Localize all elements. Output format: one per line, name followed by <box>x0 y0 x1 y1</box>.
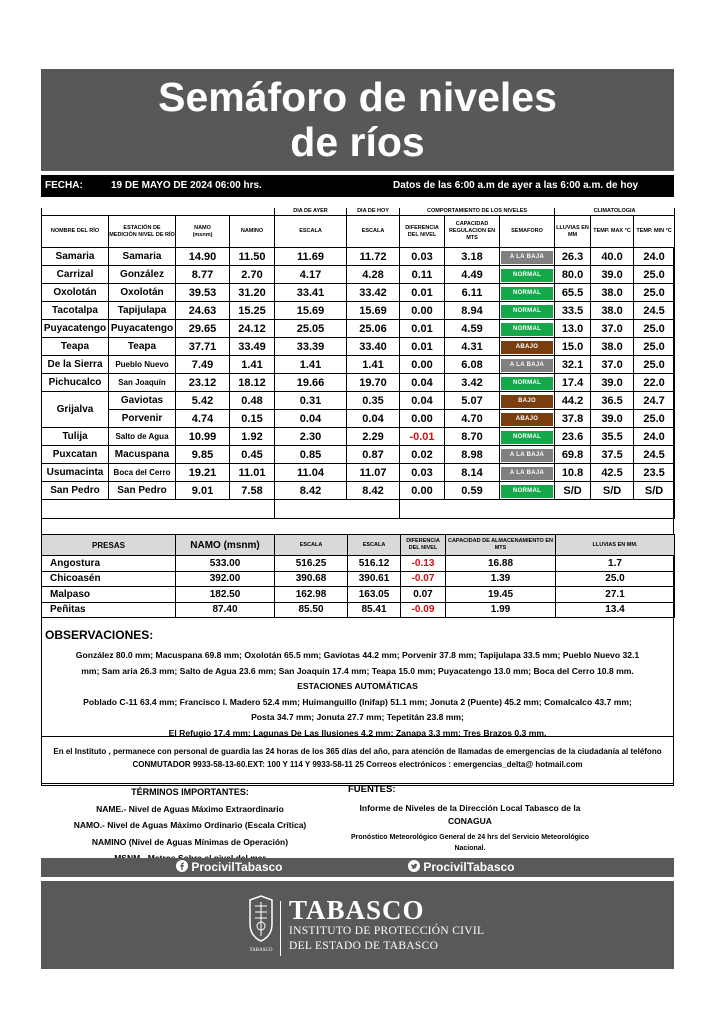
lluvia-value: 15.0 <box>555 338 591 356</box>
semaforo-cell <box>500 248 555 266</box>
status-badge: A LA BAJA <box>501 449 553 462</box>
header-capacidad: CAPACIDAD REGULACION EN MTS <box>445 216 500 248</box>
escala-hoy-value: 2.29 <box>347 428 400 446</box>
date-bar <box>41 175 674 197</box>
facebook-link[interactable] <box>176 860 283 874</box>
footer-institute: INSTITUTO DE PROTECCIÓN CIVIL <box>289 925 485 937</box>
title-banner <box>41 69 674 171</box>
escala-ayer-value: 0.31 <box>275 392 347 410</box>
escala-hoy-value: 33.40 <box>347 338 400 356</box>
temp-max-value: 40.0 <box>591 248 634 266</box>
presa-capacidad: 1.99 <box>446 602 556 618</box>
semaforo-cell <box>500 392 555 410</box>
capacidad-value: 4.70 <box>445 410 500 428</box>
semaforo-cell <box>500 464 555 482</box>
station-name: González <box>109 266 176 284</box>
escala-hoy-value: 0.87 <box>347 446 400 464</box>
temp-max-value: 37.0 <box>591 356 634 374</box>
presa-name: Angostura <box>42 556 176 572</box>
station-name: San Pedro <box>109 482 176 500</box>
twitter-handle: ProcivilTabasco <box>423 860 515 874</box>
capacidad-value: 5.07 <box>445 392 500 410</box>
river-name: Tulija <box>42 428 109 446</box>
table-row <box>42 374 675 392</box>
namo-value: 23.12 <box>176 374 230 392</box>
namino-value: 18.12 <box>230 374 275 392</box>
capacidad-value: 6.11 <box>445 284 500 302</box>
lluvia-value: 26.3 <box>555 248 591 266</box>
table-row <box>42 248 675 266</box>
semaforo-cell <box>500 482 555 500</box>
escala-ayer-value: 11.69 <box>275 248 347 266</box>
header-presas-capacidad: CAPACIDAD DE ALMACENAMIENTO EN MTS <box>446 535 556 556</box>
blank-cell <box>275 500 400 519</box>
presa-escala-hoy: 390.61 <box>348 571 401 587</box>
escala-ayer-value: 8.42 <box>275 482 347 500</box>
capacidad-value: 8.98 <box>445 446 500 464</box>
temp-min-value: 25.0 <box>634 320 675 338</box>
blank-cell <box>400 500 675 519</box>
header-dia-hoy: DIA DE HOY <box>347 208 400 216</box>
status-badge: ABAJO <box>501 341 553 354</box>
temp-min-value: 25.0 <box>634 410 675 428</box>
capacidad-value: 4.49 <box>445 266 500 284</box>
header-nombre-rio: NOMBRE DEL RÍO <box>42 216 109 248</box>
header-escala-hoy: ESCALA <box>347 216 400 248</box>
temp-max-value: 39.0 <box>591 410 634 428</box>
namo-value: 10.99 <box>176 428 230 446</box>
presa-escala-ayer: 390.68 <box>275 571 348 587</box>
terms-title: TÉRMINOS IMPORTANTES: <box>131 787 249 797</box>
status-badge: A LA BAJA <box>501 467 553 480</box>
namo-value: 29.65 <box>176 320 230 338</box>
semaforo-cell <box>500 410 555 428</box>
station-name: Samaria <box>109 248 176 266</box>
table-row <box>42 428 675 446</box>
blank-cell <box>42 500 275 519</box>
capacidad-value: 4.31 <box>445 338 500 356</box>
escala-ayer-value: 11.04 <box>275 464 347 482</box>
temp-min-value: 25.0 <box>634 338 675 356</box>
header-lluvias: LLUVIAS EN MM <box>555 216 591 248</box>
lluvia-value: 32.1 <box>555 356 591 374</box>
presas-table <box>41 534 675 618</box>
semaforo-cell <box>500 356 555 374</box>
date-value: 19 DE MAYO DE 2024 06:00 hrs. <box>111 180 262 191</box>
temp-min-value: 25.0 <box>634 356 675 374</box>
namino-value: 11.50 <box>230 248 275 266</box>
escala-hoy-value: 15.69 <box>347 302 400 320</box>
temp-max-value: 37.0 <box>591 320 634 338</box>
namo-value: 14.90 <box>176 248 230 266</box>
presa-diferencia: -0.13 <box>401 556 446 572</box>
escala-hoy-value: 33.42 <box>347 284 400 302</box>
semaforo-cell <box>500 284 555 302</box>
lluvia-value: 65.5 <box>555 284 591 302</box>
station-name: Gaviotas <box>109 392 176 410</box>
capacidad-value: 3.42 <box>445 374 500 392</box>
temp-min-value: 24.0 <box>634 248 675 266</box>
presa-capacidad: 16.88 <box>446 556 556 572</box>
lluvia-value: 13.0 <box>555 320 591 338</box>
status-badge: NORMAL <box>501 377 553 390</box>
status-badge: NORMAL <box>501 323 553 336</box>
capacidad-value: 3.18 <box>445 248 500 266</box>
temp-min-value: 24.5 <box>634 446 675 464</box>
temp-max-value: 42.5 <box>591 464 634 482</box>
diferencia-value: -0.01 <box>400 428 445 446</box>
table-row <box>42 320 675 338</box>
observaciones-title: OBSERVACIONES: <box>45 628 154 642</box>
river-name: Tacotalpa <box>42 302 109 320</box>
namino-value: 0.45 <box>230 446 275 464</box>
temp-max-value: 39.0 <box>591 374 634 392</box>
namo-value: 19.21 <box>176 464 230 482</box>
diferencia-value: 0.00 <box>400 482 445 500</box>
temp-min-value: 24.7 <box>634 392 675 410</box>
social-bar <box>41 858 674 877</box>
namo-value: 39.53 <box>176 284 230 302</box>
namino-value: 0.48 <box>230 392 275 410</box>
semaforo-cell <box>500 374 555 392</box>
escala-ayer-value: 19.66 <box>275 374 347 392</box>
header-presas-namo: NAMO (msnm) <box>176 535 275 556</box>
table-row <box>42 392 675 410</box>
diferencia-value: 0.01 <box>400 320 445 338</box>
lluvia-value: 33.5 <box>555 302 591 320</box>
header-presas-escala-hoy: ESCALA <box>348 535 401 556</box>
namino-value: 2.70 <box>230 266 275 284</box>
source-smn: Pronóstico Meteorológico General de 24 hrs del Servicio Meteorológico Nacional. <box>350 834 590 852</box>
obs-line: Poblado C-11 63.4 mm; Francisco I. Madero 52.4 mm; Huimanguillo (Inifap) 51.1 mm; Jonuta 2 (Puente) 45.2 mm; Comalcalco 43.7 mm; <box>83 696 632 707</box>
temp-min-value: S/D <box>634 482 675 500</box>
semaforo-cell <box>500 320 555 338</box>
presa-namo: 182.50 <box>176 587 275 603</box>
footer-divider <box>280 901 281 956</box>
capacidad-value: 8.14 <box>445 464 500 482</box>
diferencia-value: 0.01 <box>400 284 445 302</box>
footer-state: DEL ESTADO DE TABASCO <box>289 940 439 952</box>
diferencia-value: 0.00 <box>400 410 445 428</box>
date-label: FECHA: <box>45 180 83 191</box>
escala-hoy-value: 0.04 <box>347 410 400 428</box>
presa-diferencia: 0.07 <box>401 587 446 603</box>
escala-hoy-value: 19.70 <box>347 374 400 392</box>
escala-hoy-value: 11.07 <box>347 464 400 482</box>
presa-lluvia: 25.0 <box>556 571 675 587</box>
diferencia-value: 0.02 <box>400 446 445 464</box>
lluvia-value: 17.4 <box>555 374 591 392</box>
table-row <box>42 587 675 603</box>
capacidad-value: 8.70 <box>445 428 500 446</box>
station-name: Salto de Agua <box>109 428 176 446</box>
namino-value: 1.41 <box>230 356 275 374</box>
river-name: Teapa <box>42 338 109 356</box>
header-presas-diferencia: DIFERENCIA DEL NIVEL <box>401 535 446 556</box>
temp-max-value: S/D <box>591 482 634 500</box>
temp-min-value: 25.0 <box>634 266 675 284</box>
status-badge: NORMAL <box>501 431 553 444</box>
escala-ayer-value: 4.17 <box>275 266 347 284</box>
status-badge: A LA BAJA <box>501 251 553 264</box>
temp-max-value: 36.5 <box>591 392 634 410</box>
status-badge: BAJO <box>501 395 553 408</box>
presa-escala-hoy: 163.05 <box>348 587 401 603</box>
escala-ayer-value: 33.41 <box>275 284 347 302</box>
escala-hoy-value: 1.41 <box>347 356 400 374</box>
lluvia-value: 37.8 <box>555 410 591 428</box>
escala-hoy-value: 11.72 <box>347 248 400 266</box>
table-row <box>42 410 675 428</box>
temp-min-value: 24.0 <box>634 428 675 446</box>
status-badge: NORMAL <box>501 269 553 282</box>
table-row <box>42 266 675 284</box>
table-row <box>42 446 675 464</box>
header-presas: PRESAS <box>42 535 176 556</box>
tabasco-crest-icon <box>246 894 276 956</box>
escala-ayer-value: 0.04 <box>275 410 347 428</box>
river-name: Samaria <box>42 248 109 266</box>
presa-capacidad: 1.39 <box>446 571 556 587</box>
presa-lluvia: 13.4 <box>556 602 675 618</box>
notice-line: En el Instituto , permanece con personal de guardia las 24 horas de los 365 días del año, para atención de llamadas de emergencias de la ciudadanía al teléfono <box>53 747 662 756</box>
namino-value: 0.15 <box>230 410 275 428</box>
header-namo: NAMO (msnm) <box>176 216 230 248</box>
presa-name: Peñitas <box>42 602 176 618</box>
station-name: Tapijulapa <box>109 302 176 320</box>
diferencia-value: 0.04 <box>400 374 445 392</box>
diferencia-value: 0.03 <box>400 464 445 482</box>
facebook-icon <box>176 860 188 872</box>
footer-title: TABASCO <box>289 895 425 925</box>
presa-escala-ayer: 162.98 <box>275 587 348 603</box>
table-row <box>42 482 675 500</box>
header-presas-escala-ayer: ESCALA <box>275 535 348 556</box>
station-name: Macuspana <box>109 446 176 464</box>
presa-capacidad: 19.45 <box>446 587 556 603</box>
river-name: Usumacinta <box>42 464 109 482</box>
lluvia-value: S/D <box>555 482 591 500</box>
sources-title: FUENTES: <box>348 784 396 795</box>
blank-row <box>42 500 675 519</box>
presa-escala-ayer: 516.25 <box>275 556 348 572</box>
escala-hoy-value: 8.42 <box>347 482 400 500</box>
capacidad-value: 6.08 <box>445 356 500 374</box>
table-row <box>42 571 675 587</box>
presa-lluvia: 1.7 <box>556 556 675 572</box>
header-escala-ayer: ESCALA <box>275 216 347 248</box>
diferencia-value: 0.04 <box>400 392 445 410</box>
header-semaforo: SEMAFORO <box>500 216 555 248</box>
capacidad-value: 0.59 <box>445 482 500 500</box>
namo-value: 24.63 <box>176 302 230 320</box>
header-temp-max: TEMP. MAX °C <box>591 216 634 248</box>
river-name: Carrizal <box>42 266 109 284</box>
namo-value: 7.49 <box>176 356 230 374</box>
source-conagua: Informe de Niveles de la Dirección Local Tabasco de la CONAGUA <box>359 803 581 826</box>
station-name: Porvenir <box>109 410 176 428</box>
namino-value: 33.49 <box>230 338 275 356</box>
temp-max-value: 38.0 <box>591 284 634 302</box>
presa-escala-ayer: 85.50 <box>275 602 348 618</box>
status-badge: NORMAL <box>501 287 553 300</box>
temp-max-value: 35.5 <box>591 428 634 446</box>
page-title-line1: Semáforo de niveles <box>158 74 557 120</box>
obs-line: El Refugio 17.4 mm; Lagunas De Las Ilusiones 4.2 mm; Zanapa 3.3 mm; Tres Brazos 0.3 mm, <box>168 727 547 738</box>
namino-value: 7.58 <box>230 482 275 500</box>
escala-ayer-value: 2.30 <box>275 428 347 446</box>
river-name: Pichucalco <box>42 374 109 392</box>
station-name: Oxolotán <box>109 284 176 302</box>
station-name: Pueblo Nuevo <box>109 356 176 374</box>
table-row <box>42 284 675 302</box>
namo-value: 8.77 <box>176 266 230 284</box>
status-badge: NORMAL <box>501 305 553 318</box>
temp-min-value: 25.0 <box>634 284 675 302</box>
namo-value: 9.01 <box>176 482 230 500</box>
escala-ayer-value: 0.85 <box>275 446 347 464</box>
diferencia-value: 0.01 <box>400 338 445 356</box>
twitter-link[interactable] <box>408 860 515 874</box>
capacidad-value: 4.59 <box>445 320 500 338</box>
data-period: Datos de las 6:00 a.m de ayer a las 6:00 a.m. de hoy <box>393 180 639 191</box>
semaforo-cell <box>500 428 555 446</box>
river-name: Puxcatan <box>42 446 109 464</box>
table-row <box>42 464 675 482</box>
obs-automatic-stations: ESTACIONES AUTOMÁTICAS <box>297 681 418 691</box>
obs-line: González 80.0 mm; Macuspana 69.8 mm; Oxolotán 65.5 mm; Gaviotas 44.2 mm; Porvenir 37.8 mm; Tapijulapa 33.5 mm; Pueblo Nuevo 32.1 <box>75 650 640 660</box>
header-presas-lluvias: LLUVIAS EN MM. <box>556 535 675 556</box>
lluvia-value: 23.6 <box>555 428 591 446</box>
term-namo: NAMO.- Nivel de Aguas Máximo Ordinario (Escala Crítica) <box>73 820 307 830</box>
river-name: San Pedro <box>42 482 109 500</box>
temp-min-value: 22.0 <box>634 374 675 392</box>
status-badge: NORMAL <box>501 485 553 498</box>
term-namino: NAMINO (Nivel de Aguas Mínimas de Operación) <box>91 836 289 847</box>
status-badge: A LA BAJA <box>501 359 553 372</box>
presa-escala-hoy: 516.12 <box>348 556 401 572</box>
header-estacion: ESTACIÓN DE MEDICIÓN NIVEL DE RÍO <box>109 216 176 248</box>
namo-value: 5.42 <box>176 392 230 410</box>
escala-ayer-value: 33.39 <box>275 338 347 356</box>
escala-hoy-value: 25.06 <box>347 320 400 338</box>
river-name: Oxolotán <box>42 284 109 302</box>
lluvia-value: 69.8 <box>555 446 591 464</box>
header-dia-ayer: DIA DE AYER <box>275 208 347 216</box>
presa-namo: 533.00 <box>176 556 275 572</box>
diferencia-value: 0.00 <box>400 302 445 320</box>
semaforo-cell <box>500 446 555 464</box>
namo-value: 37.71 <box>176 338 230 356</box>
station-name: Teapa <box>109 338 176 356</box>
namo-value: 4.74 <box>176 410 230 428</box>
institute-notice <box>41 736 674 784</box>
lluvia-value: 10.8 <box>555 464 591 482</box>
obs-line: mm; Sam aria 26.3 mm; Salto de Agua 23.6 mm; San Joaquín 17.4 mm; Teapa 15.0 mm; Puyacatengo 13.0 mm; Boca del Cerro 10.8 mm. <box>81 665 634 676</box>
presa-lluvia: 27.1 <box>556 587 675 603</box>
namino-value: 24.12 <box>230 320 275 338</box>
presa-namo: 87.40 <box>176 602 275 618</box>
temp-max-value: 37.5 <box>591 446 634 464</box>
escala-hoy-value: 0.35 <box>347 392 400 410</box>
header-diferencia: DIFERENCIA DEL NIVEL <box>400 216 445 248</box>
presa-escala-hoy: 85.41 <box>348 602 401 618</box>
table-row <box>42 356 675 374</box>
table-row <box>42 302 675 320</box>
escala-ayer-value: 25.05 <box>275 320 347 338</box>
station-name: San Joaquín <box>109 374 176 392</box>
escala-hoy-value: 4.28 <box>347 266 400 284</box>
crest-label: TABASCO <box>249 948 273 953</box>
namino-value: 1.92 <box>230 428 275 446</box>
river-name: De la Sierra <box>42 356 109 374</box>
status-badge: ABAJO <box>501 413 553 426</box>
diferencia-value: 0.03 <box>400 248 445 266</box>
observaciones-body <box>43 648 672 741</box>
semaforo-cell <box>500 338 555 356</box>
table-row <box>42 556 675 572</box>
temp-max-value: 38.0 <box>591 338 634 356</box>
header-namino: NAMINO <box>230 216 275 248</box>
header-temp-min: TEMP. MIN °C <box>634 216 675 248</box>
temp-min-value: 24.5 <box>634 302 675 320</box>
table-row <box>42 602 675 618</box>
presa-namo: 392.00 <box>176 571 275 587</box>
header-comportamiento: COMPORTAMIENTO DE LOS NIVELES <box>400 208 555 216</box>
page-title-line2: de ríos <box>290 119 425 165</box>
presa-name: Chicoasén <box>42 571 176 587</box>
namino-value: 31.20 <box>230 284 275 302</box>
table-row <box>42 338 675 356</box>
rivers-table <box>41 208 675 519</box>
term-name: NAME.- Nivel de Aguas Máximo Extraordinario <box>96 803 284 814</box>
twitter-icon <box>408 860 420 872</box>
lluvia-value: 80.0 <box>555 266 591 284</box>
diferencia-value: 0.00 <box>400 356 445 374</box>
semaforo-cell <box>500 302 555 320</box>
presa-name: Malpaso <box>42 587 176 603</box>
semaforo-cell <box>500 266 555 284</box>
presa-diferencia: -0.09 <box>401 602 446 618</box>
river-name: Grijalva <box>42 392 109 428</box>
notice-contact: CONMUTADOR 9933-58-13-60.EXT: 100 Y 114 Y 9933-58-11 25 Correos electrónicos : emergencias_delta@ hotmail.com <box>132 760 583 769</box>
important-terms <box>60 784 320 867</box>
river-name: Puyacatengo <box>42 320 109 338</box>
header-climatologia: CLIMATOLOGIA <box>555 208 675 216</box>
facebook-handle: ProcivilTabasco <box>191 860 283 874</box>
escala-ayer-value: 15.69 <box>275 302 347 320</box>
presa-diferencia: -0.07 <box>401 571 446 587</box>
diferencia-value: 0.11 <box>400 266 445 284</box>
namino-value: 15.25 <box>230 302 275 320</box>
obs-line: Posta 34.7 mm; Jonuta 27.7 mm; Tepetitán 23.8 mm; <box>251 712 464 722</box>
temp-max-value: 39.0 <box>591 266 634 284</box>
station-name: Boca del Cerro <box>109 464 176 482</box>
namino-value: 11.01 <box>230 464 275 482</box>
temp-max-value: 38.0 <box>591 302 634 320</box>
lluvia-value: 44.2 <box>555 392 591 410</box>
namo-value: 9.85 <box>176 446 230 464</box>
escala-ayer-value: 1.41 <box>275 356 347 374</box>
capacidad-value: 8.94 <box>445 302 500 320</box>
footer-logo-band <box>41 881 674 969</box>
station-name: Puyacatengo <box>109 320 176 338</box>
temp-min-value: 23.5 <box>634 464 675 482</box>
